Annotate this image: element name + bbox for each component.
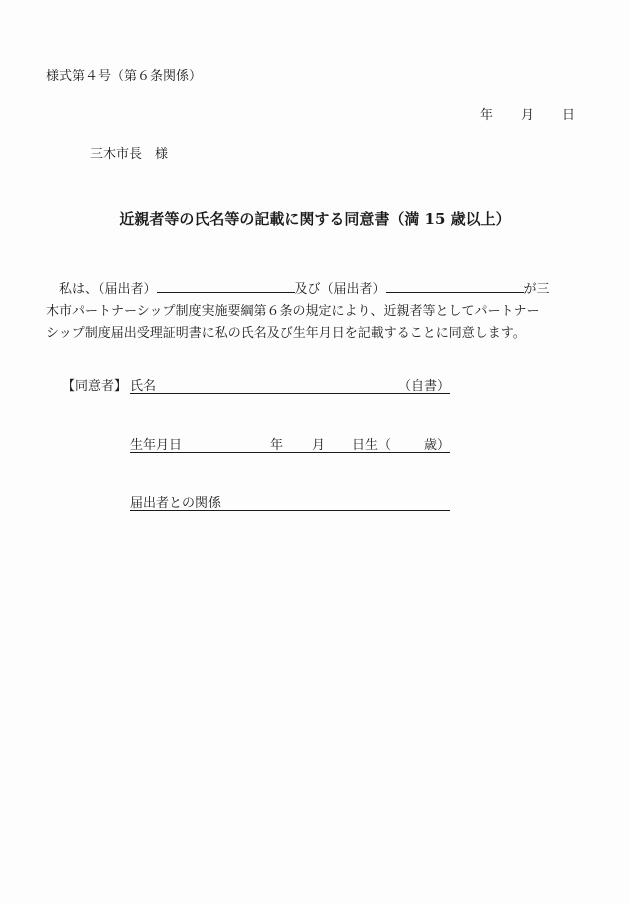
statement-part-1: 私は、（届出者）	[59, 282, 157, 297]
date-of-birth-field[interactable]	[130, 434, 450, 453]
applicant-2-blank[interactable]	[386, 278, 524, 293]
signature-note: （自書）	[397, 379, 450, 394]
document-title: 近親者等の氏名等の記載に関する同意書（満 15 歳以上）	[119, 210, 511, 228]
date-line	[480, 104, 575, 123]
statement-line-2: 木市パートナーシップ制度実施要綱第６条の規定により、近親者等としてパートナー	[46, 304, 540, 319]
statement-part-3: が三	[523, 282, 550, 297]
dob-month-label: 月	[312, 438, 326, 453]
statement-line-3: シップ制度届出受理証明書に私の氏名及び生年月日を記載することに同意します。	[46, 326, 526, 341]
addressee: 三木市長 様	[90, 147, 169, 162]
dob-year-label: 年	[270, 438, 284, 453]
statement-line-1	[46, 278, 578, 301]
dob-age-label: 歳）	[423, 438, 450, 453]
date-day-label: 日	[561, 108, 575, 123]
dob-label: 生年月日	[130, 438, 183, 453]
dob-day-label: 日生（	[352, 438, 392, 453]
relationship-field[interactable]	[130, 492, 450, 511]
form-number: 様式第４号（第６条関係）	[46, 69, 203, 84]
statement-part-2: 及び（届出者）	[294, 282, 386, 297]
name-label: 氏名	[130, 379, 157, 394]
applicant-1-blank[interactable]	[157, 278, 295, 293]
date-year-label: 年	[479, 108, 493, 123]
relationship-label: 届出者との関係	[130, 496, 222, 511]
date-month-label: 月	[520, 108, 534, 123]
consent-statement	[46, 278, 578, 345]
consenter-label: 【同意者】	[62, 379, 128, 394]
name-field[interactable]	[130, 375, 450, 394]
